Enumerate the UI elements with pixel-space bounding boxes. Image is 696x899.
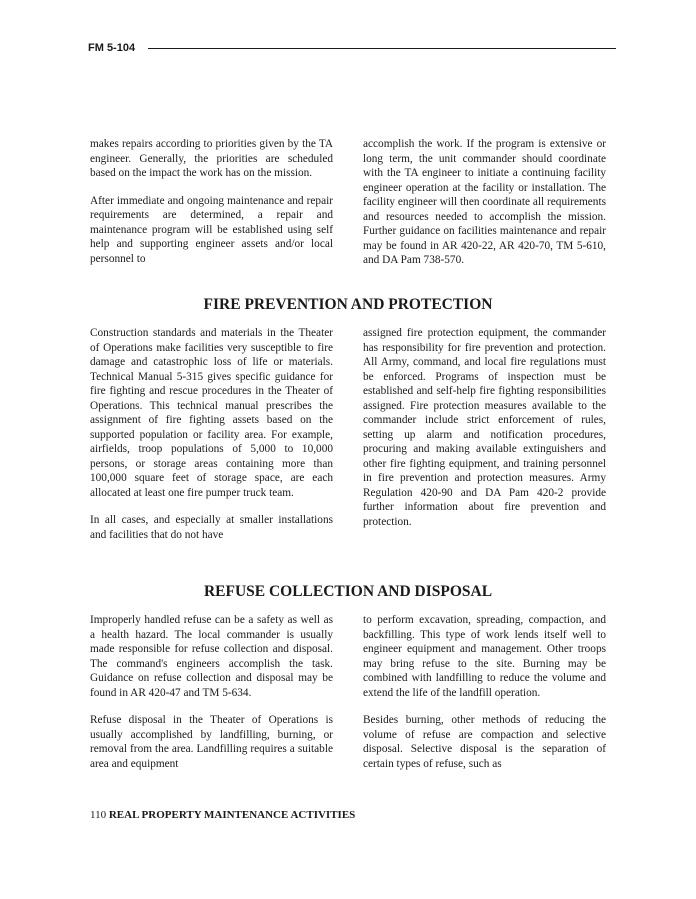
top-left-column (90, 137, 333, 266)
fire-right-column (363, 326, 606, 529)
refuse-right-column (363, 613, 606, 771)
refuse-section-title: REFUSE COLLECTION AND DISPOSAL (203, 583, 493, 600)
page-footer (90, 808, 355, 822)
refuse-left-column (90, 613, 333, 771)
paragraph: Refuse disposal in the Theater of Operations is usually accomplished by landfilling, burning, or removal from the area. Landfilling requires a suitable area and equipment (90, 714, 333, 770)
page-number: 110 (90, 809, 107, 821)
fire-left-column (90, 326, 333, 542)
paragraph: Construction standards and materials in the Theater of Operations make facilities very susceptible to fire damage and catastrophic loss of life or materials. Technical Manual 5-315 gives specific guidance for fire fighting and rescue procedures in the Theater of Operations. This technical manual prescribes the assignment of fire fighting assets based on the supported population or facility area. For example, airfields, troop populations of 5,000 to 10,000 persons, or storage areas containing more than 100,000 square feet of storage space, are each allocated at least one fire pumper truck team. (90, 327, 333, 499)
fire-section-title: FIRE PREVENTION AND PROTECTION (203, 296, 493, 313)
paragraph: to perform excavation, spreading, compaction, and backfilling. This type of work lends itself well to engineer equipment and management. Other troops may bring refuse to the site. Burning may be combined with landfilling to reduce the volume and extend the life of the landfill operation. (363, 614, 606, 699)
paragraph: Besides burning, other methods of reducing the volume of refuse are compaction and selective disposal. Selective disposal is the separation of certain types of refuse, such as (363, 714, 606, 770)
footer-title: REAL PROPERTY MAINTENANCE ACTIVITIES (108, 809, 356, 821)
page-header (88, 41, 616, 55)
top-right-column (363, 137, 606, 268)
paragraph: In all cases, and especially at smaller installations and facilities that do not have (90, 514, 333, 541)
paragraph: Improperly handled refuse can be a safety as well as a health hazard. The local commander is usually made responsible for refuse collection and disposal. The command's engineers accomplish the task. Guidance on refuse collection and disposal may be found in AR 420-47 and TM 5-634. (90, 614, 333, 699)
paragraph: makes repairs according to priorities given by the TA engineer. Generally, the priorities are scheduled based on the impact the work has on the mission. (90, 138, 333, 179)
header-rule (148, 48, 616, 49)
paragraph: accomplish the work. If the program is extensive or long term, the unit commander should coordinate with the TA engineer to initiate a continuing facility engineer operation at the facility or installation. The facility engineer will then coordinate all requirements and resources needed to accomplish the mission. Further guidance on facilities maintenance and repair may be found in AR 420-22, AR 420-70, TM 5-610, and DA Pam 738-570. (363, 138, 606, 266)
paragraph: assigned fire protection equipment, the commander has responsibility for fire prevention and protection. All Army, command, and local fire regulations must be enforced. Programs of inspection must be established and self-help fire fighting responsibilities assigned. Fire protection measures available to the commander include strict enforcement of rules, setting up alarm and notification procedures, procuring and making available extinguishers and other fire fighting equipment, and training personnel in fire prevention and protection measures. Army Regulation 420-90 and DA Pam 420-2 provide further information about fire prevention and protection. (363, 327, 606, 528)
manual-number: FM 5-104 (88, 42, 136, 54)
paragraph: After immediate and ongoing maintenance and repair requirements are determined, a repair and maintenance program will be established using self help and supporting engineer assets and/or local personnel to (90, 194, 333, 265)
